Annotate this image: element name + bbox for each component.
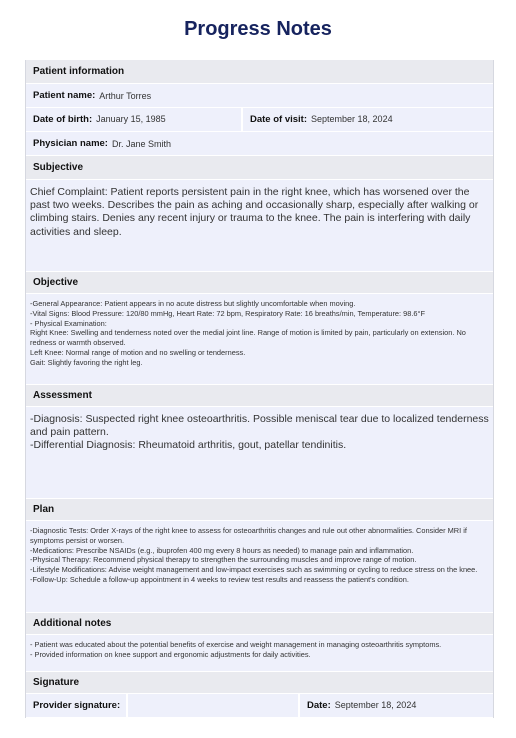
signature-date-cell [298,694,493,717]
patient-name-field[interactable]: Arthur Torres [99,90,152,101]
additional-notes-text-area[interactable]: - Patient was educated about the potential benefits of exercise and weight management in managing osteoarthritis symptoms. - Provided information on knee support and ergonomic adjustments for daily activities. [26,635,493,672]
subjective-text-area[interactable]: Chief Complaint: Patient reports persistent pain in the right knee, which has worsened over the past two weeks. Describes the pain as aching and occasionally sharp, especially after walking or climbing stairs. Denies any recent injury or trauma to the knee. The pain is interfering with daily activities and sleep. [26,180,493,272]
physician-name-field[interactable]: Dr. Jane Smith [111,138,172,149]
signature-date-label: Date: [307,700,331,711]
patient-information-header: Patient information [26,60,493,84]
date-of-visit-cell [241,108,493,131]
plan-text-area[interactable]: -Diagnostic Tests: Order X-rays of the right knee to assess for osteoarthritis changes and rule out other abnormalities. Consider MRI if symptoms persist or worsen. -Medications: Prescribe NSAIDs (e.g., ibuprofen 400 mg every 8 hours as needed) to manage pain and inflammation. -Physical Therapy: Recommend physical therapy to strengthen the surrounding muscles and improve range of motion. -Lifestyle Modifications: Advise weight management and low-impact exercises such as swimming or cycling to reduce stress on the knee. -Follow-Up: Schedule a follow-up appointment in 4 weeks to review test results and reassess the patient's condition. [26,521,493,613]
date-of-birth-label: Date of birth: [33,114,93,125]
assessment-text-area[interactable]: -Diagnosis: Suspected right knee osteoarthritis. Possible meniscal tear due to localized tenderness and pain pattern. -Differential Diagnosis: Rheumatoid arthritis, gout, patellar tendinitis. [26,407,493,499]
signature-date-field[interactable]: September 18, 2024 [334,700,417,710]
subjective-header: Subjective [26,156,493,180]
signature-row [26,694,493,718]
provider-signature-field[interactable] [126,694,298,717]
progress-notes-form [25,60,494,718]
objective-header: Objective [26,272,493,294]
date-of-visit-label: Date of visit: [250,114,308,125]
signature-header: Signature [26,672,493,694]
provider-signature-label: Provider signature: [33,700,121,711]
provider-signature-label-cell [26,694,126,717]
physician-name-label: Physician name: [33,138,108,149]
additional-notes-header: Additional notes [26,613,493,635]
assessment-header: Assessment [26,385,493,407]
page-title: Progress Notes [184,18,332,40]
physician-name-row [26,132,493,156]
patient-name-label: Patient name: [33,90,96,101]
plan-header: Plan [26,499,493,521]
date-of-birth-cell [26,108,241,131]
dates-row [26,108,493,132]
date-of-birth-field[interactable]: January 15, 1985 [96,114,166,124]
objective-text-area[interactable]: -General Appearance: Patient appears in no acute distress but slightly uncomfortable when moving. -Vital Signs: Blood Pressure: 120/80 mmHg, Heart Rate: 72 bpm, Respiratory Rate: 16 breaths/min, Temperature: 98.6°F - Physical Examination: Right Knee: Swelling and tenderness noted over the medial joint line. Range of motion is limited by pain, particularly on extension. No redness or warmth observed. Left Knee: Normal range of motion and no swelling or tenderness. Gait: Slightly favoring the right leg. [26,294,493,385]
date-of-visit-field[interactable]: September 18, 2024 [311,114,393,124]
patient-name-row [26,84,493,108]
